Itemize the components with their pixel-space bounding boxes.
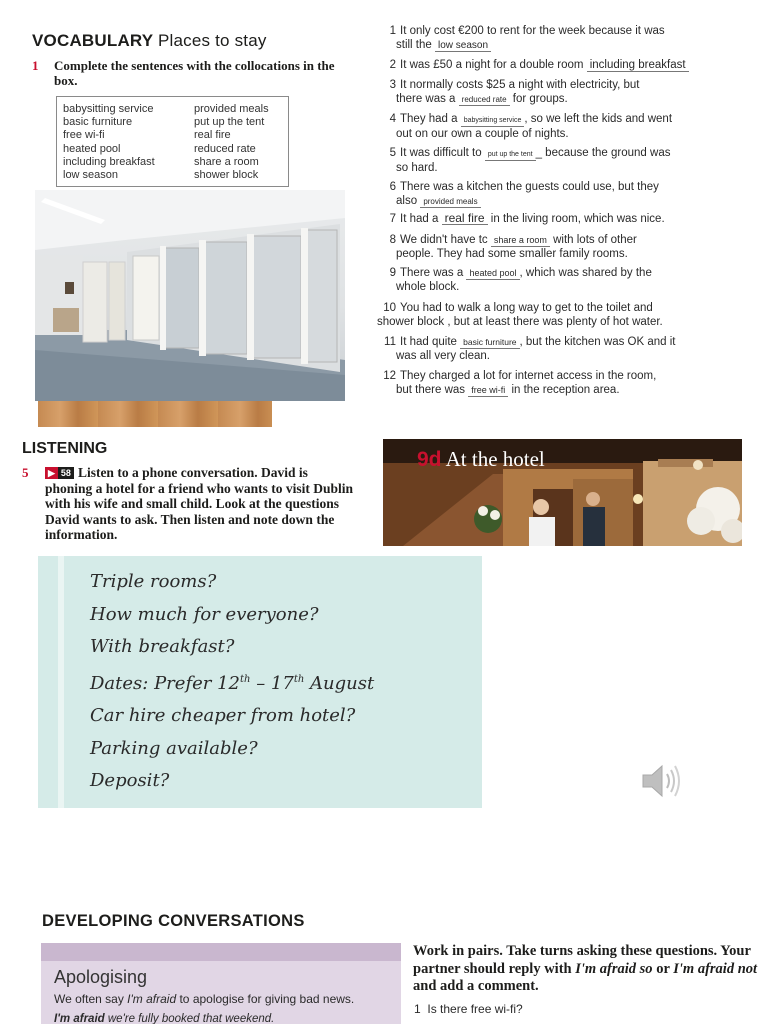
note-text: – 17 [250,672,294,694]
sentence-8 [374,233,714,261]
vocabulary-task [32,58,357,88]
answer-blank[interactable]: real fire [442,213,488,225]
shower-block-illustration [35,190,345,401]
sentence-text: , so we left the kids and went [524,113,673,125]
sentence-text: It was £50 a night for a double room [400,59,584,71]
word-box-item: including breakfast [63,155,155,168]
developing-conversations-heading: DEVELOPING CONVERSATIONS [42,912,305,930]
sentence-number: 6 [389,181,396,193]
sentence-text: people. They had some smaller family rooms. [396,248,628,260]
answer-blank[interactable]: free wi-fi [468,385,508,397]
instruction-emphasis: I'm afraid not [673,960,758,977]
sentence-text: but there was [396,384,466,396]
sentence-text: There was a kitchen the guests could use, but they [400,181,659,193]
listening-task [22,465,357,543]
word-box-item: free wi-fi [63,129,105,142]
apologising-box [41,943,401,1024]
vocabulary-title-bold: VOCABULARY [32,31,154,50]
sentence-text: It had quite [400,336,457,348]
sentence-1 [374,24,714,52]
word-box-column-2 [194,103,294,186]
sentence-11 [374,335,714,363]
apologising-example [54,1013,274,1024]
note-line: Parking available? [90,737,258,759]
note-text: Dates: Prefer 12 [90,672,240,694]
note-text: August [304,672,375,694]
unit-number: 9d [417,448,442,471]
sentence-text: out on our own a couple of nights. [396,128,569,140]
answer-blank[interactable]: heated pool [466,268,519,280]
sentence-text: It normally costs $25 a night with electricity, but [400,79,640,91]
answer-blank[interactable]: including breakfast [587,60,689,72]
audio-track-number: 58 [58,467,74,479]
sentence-text: It had a [400,213,439,225]
wooden-floor-photo-strip [38,401,272,427]
word-box-item: shower block [194,169,259,182]
instruction-text: Work in pairs. Take turns asking these questions. Your partner should reply with [413,943,751,977]
answer-blank[interactable]: share a room [491,235,550,247]
note-line: Triple rooms? [90,571,217,592]
task-number: 5 [22,465,29,480]
sentence-number: 10 [383,302,396,314]
sentence-text: We didn't have tc [400,234,488,246]
sentence-text: there was a [396,93,456,105]
note-line: How much for everyone? [90,603,319,625]
sentence-9 [374,266,714,294]
collocation-word-box [56,96,289,187]
sentence-number: 4 [389,113,396,125]
vocabulary-heading [32,31,267,51]
sentence-text: whole block. [396,281,460,293]
sentence-text: , but the kitchen was OK and it [519,336,676,348]
sentence-12 [374,369,714,397]
answer-blank[interactable]: reduced rate [459,94,510,106]
word-box-item: put up the tent [194,116,265,129]
sentence-6 [374,180,714,208]
sentence-5 [374,146,714,175]
word-box-item: low season [63,169,119,182]
apologising-title: Apologising [54,967,148,987]
answer-blank[interactable]: low season [435,40,491,52]
note-line: Car hire cheaper from hotel? [90,705,356,726]
sentence-text: , which was shared by the [519,267,652,279]
word-box-column-1 [63,103,194,186]
question-number: 1 [414,1002,421,1016]
sentence-text: It only cost €200 to rent for the week because it was [400,25,665,37]
pair-question-1 [414,1002,523,1016]
task-instruction: Complete the sentences with the collocations in the box. [54,58,335,88]
answer-blank[interactable]: babysitting service [461,115,525,127]
answer-blank[interactable]: put up the tent [485,149,536,161]
sentence-text: There was a [400,267,464,279]
sentence-number: 3 [389,79,396,91]
sentence-number: 11 [384,336,396,348]
sentence-text: They charged a lot for internet access in the room, [400,370,657,382]
shower-block-photo [35,190,345,401]
sentence-text: It was difficult to [400,147,482,159]
listening-instruction-block [45,465,357,543]
ordinal-suffix: th [240,673,251,685]
sentence-4 [374,112,714,141]
apologising-explanation [54,992,354,1006]
sentence-7 [374,212,714,226]
sentence-text: You had to walk a long way to get to the toilet and [400,302,653,314]
sentence-text: in the reception area. [511,384,620,396]
questions-notes-card [38,556,482,808]
explanation-text: to apologise for giving bad news. [176,992,355,1006]
sentence-number: 9 [389,267,396,279]
instruction-text: or [652,960,674,977]
note-line: With breakfast? [90,636,235,657]
word-box-item: reduced rate [194,142,256,155]
sentence-text: with lots of other [553,234,637,246]
task-number: 1 [32,58,39,73]
word-box-item: basic furniture [63,116,133,129]
ordinal-suffix: th [293,673,305,685]
sentence-3 [374,78,714,106]
word-box-item: real fire [194,129,231,142]
sentence-text: was all very clean. [396,350,490,362]
word-box-item: provided meals [194,103,269,115]
sentence-number: 1 [389,25,396,37]
example-text: we're fully booked that weekend. [104,1013,275,1024]
speaker-icon[interactable] [640,762,682,800]
sentence-number: 12 [383,370,396,382]
word-box-item: babysitting service [63,103,154,115]
sentence-text: still the [396,39,432,51]
note-line: Deposit? [90,770,170,791]
example-emphasis: I'm afraid [54,1013,105,1024]
answer-blank[interactable]: shower block [377,316,445,328]
word-box-item: share a room [194,155,259,168]
sentence-text: for groups. [512,93,568,105]
sentence-text: , but at least there was plenty of hot water. [447,316,663,328]
unit-title: At the hotel [445,447,545,471]
question-text: Is there free wi-fi? [427,1002,523,1016]
vocabulary-title-rest: Places to stay [157,31,267,50]
pair-work-instruction [413,943,758,996]
sentence-number: 2 [389,59,396,71]
sentence-text: so hard. [396,162,438,174]
instruction-emphasis: I'm afraid so [575,960,653,977]
answer-blank[interactable]: provided meals [420,196,480,208]
sentence-10 [374,301,714,329]
play-audio-icon[interactable]: ▶ [45,467,58,479]
instruction-text: and add a comment. [413,978,539,995]
explanation-emphasis: I'm afraid [127,992,177,1006]
word-box-item: heated pool [63,142,121,155]
sentence-text: _ because the ground was [535,147,671,159]
sentence-number: 8 [389,234,396,246]
sentence-text: also [396,195,418,207]
listening-heading: LISTENING [22,440,108,457]
apologising-box-header [41,943,401,961]
sentence-number: 5 [389,147,396,159]
explanation-text: We often say [54,992,128,1006]
sentence-text: in the living room, which was nice. [490,213,665,225]
answer-blank[interactable]: basic furniture [460,337,519,349]
note-line-dates [90,664,482,701]
hotel-banner-title [417,447,545,472]
sentence-2 [374,58,714,72]
sentence-text: They had a [400,113,458,125]
listening-instruction: Listen to a phone conversation. David is phoning a hotel for a friend who wants to visit Dublin with his wife and small child. Look at the questions David wants to ask. Then listen and note down the information. [45,465,354,543]
sentence-number: 7 [389,213,396,225]
at-the-hotel-banner [383,439,742,546]
